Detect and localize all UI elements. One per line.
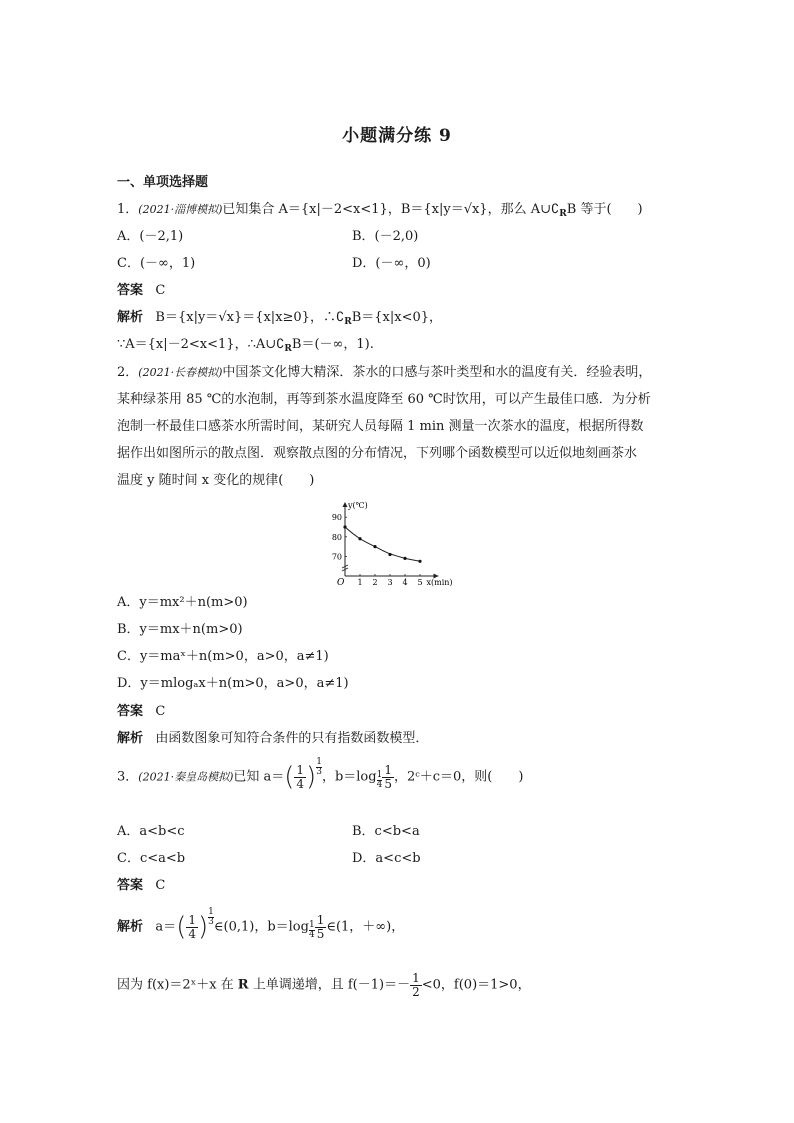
q3-option-d: D．a<c<b xyxy=(352,851,421,866)
q2-stem-line2: 某种绿茶用 85 ℃的水泡制，再等到茶水温度降至 60 ℃时饮用，可以产生最佳口感．为分析 xyxy=(117,392,651,407)
data-point xyxy=(418,560,421,563)
data-point xyxy=(343,525,346,528)
x-tick-label: 2 xyxy=(372,578,378,587)
q3-option-a: A．a<b<c xyxy=(117,824,185,839)
x-axis-label: x(min) xyxy=(426,578,453,587)
x-tick-label: 5 xyxy=(417,578,423,587)
q3-stem: 3．(2021·秦皇岛模拟)已知 a＝( $\frac{1}{4}$ ) $\frac{1}{3}$，b＝log $\frac{1}{4}$ $\frac{1}{5}$ ，2ᶜ＋c＝0，则( ) xyxy=(117,757,524,793)
q1-analysis-line2: ∵A＝{x|－2<x<1}，$\therefore A\cup∁_RB=(-\infty$，1). xyxy=(117,337,374,354)
chart-curve xyxy=(345,527,420,561)
data-point xyxy=(403,557,406,560)
q1-answer: 答案 C xyxy=(117,283,166,298)
data-point xyxy=(373,545,376,548)
data-point xyxy=(358,537,361,540)
data-point xyxy=(388,553,391,556)
section-heading: 一、单项选择题 xyxy=(117,175,209,190)
y-tick-label: 70 xyxy=(331,552,342,562)
tea-temperature-scatter-chart xyxy=(325,498,475,588)
q1-option-d: D．(－∞，0) xyxy=(352,256,431,271)
q2-option-b: B．y＝mx＋n(m>0) xyxy=(117,622,243,637)
x-tick-label: 1 xyxy=(357,578,363,587)
fitted-curve xyxy=(345,527,420,561)
origin-label: O xyxy=(337,578,345,588)
y-axis-arrow xyxy=(343,502,348,507)
q1-option-a: A．(－2,1) xyxy=(117,229,184,244)
q3-fraction-fifth: $\frac{1}{5}$ xyxy=(384,763,392,791)
q1-analysis-line1: 解析 B＝{x|y＝√x}＝{x|x≥0}，$\therefore∁_RB=\{x|x<0\}$， xyxy=(117,310,443,327)
q3-log-base: $\frac{1}{4}$ xyxy=(376,769,383,790)
q3-option-b: B．c<b<a xyxy=(352,824,420,839)
q3-answer: 答案 C xyxy=(117,878,166,893)
chart-axes xyxy=(342,502,439,579)
q3-exponent: $\frac{1}{3}$ xyxy=(316,757,322,777)
chart-points xyxy=(343,525,421,563)
q2-stem-line4: 据作出如图所示的散点图．观察散点图的分布情况，下列哪个函数模型可以近似地刻画茶水 xyxy=(117,446,638,461)
q2-answer: 答案 C xyxy=(117,704,166,719)
q2-analysis: 解析 由函数图象可知符合条件的只有指数函数模型． xyxy=(117,731,429,746)
q2-option-c: C．y＝maˣ＋n(m>0，a>0，a≠1) xyxy=(117,649,329,664)
q2-stem-line1: 2．(2021·长春模拟)中国茶文化博大精深．茶水的口感与茶叶类型和水的温度有关．经验表明， xyxy=(117,365,652,380)
q3-option-c: C．c<a<b xyxy=(117,851,186,866)
q1-option-b: B．(－2,0) xyxy=(352,229,419,244)
x-tick-label: 4 xyxy=(402,578,408,587)
page-title: 小题满分练 9 xyxy=(342,126,452,146)
q3-analysis-line1: 解析 a＝( $\frac{1}{4}$ ) $\frac{1}{3}\in(0,1)$，b＝log $\frac{1}{4}$ $\frac{1}{5}$ ∈(1，＋∞)， xyxy=(117,907,405,943)
y-axis-label: y(℃) xyxy=(348,501,368,510)
q3-fraction-quarter: $\frac{1}{4}$ xyxy=(296,763,305,791)
q1-stem: 1．(2021·淄博模拟)已知集合 A＝{x|－2<x<1}，B＝{x|y＝√x}，那么 $A\cup∁_RB$ 等于( ) xyxy=(117,202,643,219)
q3-analysis-line2: 因为 f(x)＝2ˣ＋x 在 R 上单调递增，且 f(－1)＝－ $\frac{1}{2}$ <0，f(0)＝1>0， xyxy=(117,971,531,999)
q2-stem-line5: 温度 y 随时间 x 变化的规律( ) xyxy=(117,473,315,488)
x-tick-label: 3 xyxy=(387,578,393,587)
q1-option-c: C．(－∞，1) xyxy=(117,256,196,271)
q2-option-d: D．y＝mlogₐx＋n(m>0，a>0，a≠1) xyxy=(117,676,349,691)
q2-stem-line3: 泡制一杯最佳口感茶水所需时间，某研究人员每隔 1 min 测量一次茶水的温度，根据所得数 xyxy=(117,419,644,434)
q2-option-a: A．y＝mx²＋n(m>0) xyxy=(117,595,248,610)
y-tick-label: 80 xyxy=(331,532,342,542)
y-tick-label: 90 xyxy=(331,513,342,523)
